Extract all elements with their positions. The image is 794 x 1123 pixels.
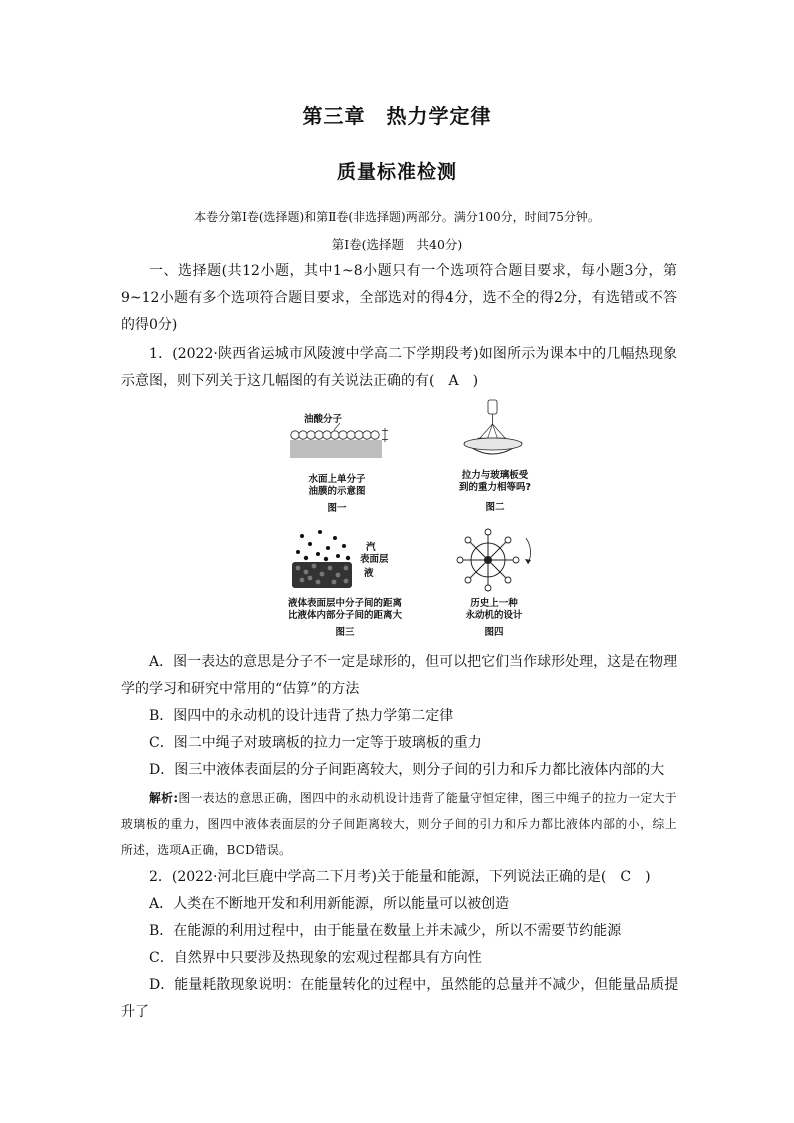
- figure-two: [440, 398, 550, 515]
- oil-molecule-label: 油酸分子: [304, 414, 343, 425]
- figure-two-name: 图二: [485, 502, 505, 513]
- q2-option-d-line-1: D．能量耗散现象说明：在能量转化的过程中，虽然能的总量并不减少，但能量品质提: [149, 977, 679, 993]
- q2-option-b: B．在能源的利用过程中，由于能量在数量上并未减少，所以不需要节约能源: [149, 923, 622, 939]
- perpetual-motion-wheel: [444, 528, 544, 596]
- q2-option-a: A．人类在不断地开发和利用新能源，所以能量可以被创造: [149, 896, 510, 912]
- figure-one-name: 图一: [327, 503, 347, 514]
- figure-two-caption-2: 到的重力相等吗?: [458, 482, 531, 493]
- exam-intro: 本卷分第Ⅰ卷(选择题)和第Ⅱ卷(非选择题)两部分。满分100分，时间75分钟。: [194, 210, 600, 224]
- q1-option-d: D．图三中液体表面层的分子间距离较大，则分子间的引力和斥力都比液体内部的大: [149, 762, 665, 778]
- q1-analysis: [121, 785, 677, 863]
- figure-four-caption-1: 历史上一种: [470, 598, 518, 609]
- q1-option-a-line-1: A．图一表达的意思是分子不一定是球形的，但可以把它们当作球形处理，这是在物理: [149, 654, 678, 670]
- q2-option-d-line-2: 升了: [121, 1004, 149, 1020]
- chapter-title: 第三章 热力学定律: [302, 104, 492, 128]
- figure-three-caption-2: 比液体内部分子间的距离大: [287, 610, 402, 621]
- vapor-label: 汽: [366, 542, 376, 553]
- oil-film-diagram: [282, 420, 392, 460]
- figure-four-caption-2: 永动机的设计: [465, 610, 523, 621]
- q2-option-c: C．自然界中只要涉及热现象的宏观过程都具有方向性: [149, 950, 482, 966]
- analysis-text: 图一表达的意思正确，图四中的永动机设计违背了能量守恒定律，图三中绳子的拉力一定大于玻璃板的重力，图四中液体表面层的分子间距离较大，则分子间的引力和斥力都比液体内部的小，综上所述，选项A正确，BCD错误。: [121, 791, 677, 857]
- glass-plate-diagram: [440, 398, 550, 468]
- question-2-stem: 2．(2022·河北巨鹿中学高二下月考)关于能量和能源，下列说法正确的是( C ): [149, 869, 651, 885]
- liquid-label: 液: [364, 568, 374, 579]
- section-instructions: 一、选择题(共12小题，其中1~8小题只有一个选项符合题目要求，每小题3分，第9~12小题有多个选项符合题目要求，全部选对的得4分，选不全的得2分，有选错或不答的得0分): [121, 263, 677, 333]
- figure-two-caption-1: 拉力与玻璃板受: [461, 470, 529, 481]
- part-one-title: 第Ⅰ卷(选择题 共40分): [331, 237, 463, 252]
- q1-option-c: C．图二中绳子对玻璃板的拉力一定等于玻璃板的重力: [149, 735, 482, 751]
- q1-option-b: B．图四中的永动机的设计违背了热力学第二定律: [149, 708, 454, 724]
- figure-three-caption-1: 液体表面层中分子间的距离: [287, 598, 402, 609]
- figure-one-caption-1: 水面上单分子: [308, 474, 366, 485]
- figure-four-name: 图四: [484, 627, 504, 638]
- figure-one-caption-2: 油膜的示意图: [308, 486, 366, 497]
- figure-three-name: 图三: [335, 627, 355, 638]
- water-surface: [290, 440, 382, 458]
- surface-layer-label: 表面层: [360, 554, 389, 565]
- q1-option-a-line-2: 学的学习和研究中常用的“估算”的方法: [121, 681, 360, 697]
- question-1-stem: 1．(2022·陕西省运城市风陵渡中学高二下学期段考)如图所示为课本中的几幅热现象示意图，则下列关于这几幅图的有关说法正确的有( A ): [121, 346, 677, 389]
- analysis-label: 解析:: [149, 791, 179, 805]
- exam-subtitle: 质量标准检测: [336, 161, 457, 183]
- figure-one: [282, 414, 392, 515]
- figure-three: [280, 528, 420, 638]
- figure-four: [444, 528, 544, 638]
